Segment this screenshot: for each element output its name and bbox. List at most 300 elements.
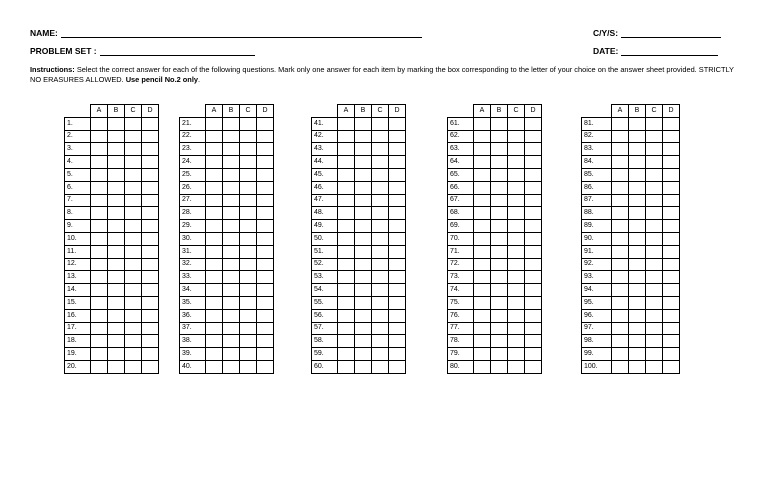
answer-box-b[interactable]	[355, 360, 372, 373]
answer-box-a[interactable]	[612, 258, 629, 271]
answer-box-a[interactable]	[474, 168, 491, 181]
answer-box-a[interactable]	[474, 207, 491, 220]
answer-box-c[interactable]	[508, 232, 525, 245]
answer-box-d[interactable]	[142, 168, 159, 181]
answer-box-a[interactable]	[612, 207, 629, 220]
answer-box-c[interactable]	[125, 156, 142, 169]
answer-box-c[interactable]	[125, 309, 142, 322]
answer-box-b[interactable]	[223, 168, 240, 181]
answer-box-b[interactable]	[355, 322, 372, 335]
answer-box-d[interactable]	[389, 156, 406, 169]
answer-box-b[interactable]	[629, 284, 646, 297]
answer-box-b[interactable]	[223, 322, 240, 335]
answer-box-c[interactable]	[125, 207, 142, 220]
answer-box-b[interactable]	[223, 232, 240, 245]
answer-box-b[interactable]	[223, 245, 240, 258]
answer-box-d[interactable]	[525, 156, 542, 169]
answer-box-b[interactable]	[108, 207, 125, 220]
answer-box-d[interactable]	[663, 309, 680, 322]
answer-box-d[interactable]	[389, 348, 406, 361]
answer-box-d[interactable]	[257, 245, 274, 258]
answer-box-d[interactable]	[389, 309, 406, 322]
answer-box-a[interactable]	[91, 194, 108, 207]
answer-box-d[interactable]	[257, 181, 274, 194]
answer-box-c[interactable]	[240, 348, 257, 361]
answer-box-d[interactable]	[663, 181, 680, 194]
answer-box-d[interactable]	[663, 117, 680, 130]
answer-box-c[interactable]	[646, 181, 663, 194]
answer-box-d[interactable]	[142, 181, 159, 194]
answer-box-d[interactable]	[257, 309, 274, 322]
answer-box-c[interactable]	[508, 143, 525, 156]
answer-box-a[interactable]	[91, 258, 108, 271]
answer-box-b[interactable]	[355, 284, 372, 297]
answer-box-c[interactable]	[372, 322, 389, 335]
answer-box-d[interactable]	[525, 335, 542, 348]
answer-box-b[interactable]	[629, 309, 646, 322]
answer-box-d[interactable]	[389, 296, 406, 309]
answer-box-d[interactable]	[663, 258, 680, 271]
answer-box-a[interactable]	[474, 245, 491, 258]
answer-box-a[interactable]	[612, 232, 629, 245]
name-line[interactable]	[61, 29, 422, 38]
answer-box-c[interactable]	[125, 168, 142, 181]
answer-box-a[interactable]	[338, 156, 355, 169]
answer-box-b[interactable]	[108, 156, 125, 169]
answer-box-d[interactable]	[525, 348, 542, 361]
answer-box-a[interactable]	[474, 194, 491, 207]
answer-box-b[interactable]	[223, 271, 240, 284]
answer-box-b[interactable]	[629, 220, 646, 233]
answer-box-c[interactable]	[372, 258, 389, 271]
answer-box-a[interactable]	[474, 117, 491, 130]
answer-box-b[interactable]	[223, 309, 240, 322]
answer-box-b[interactable]	[355, 245, 372, 258]
date-line[interactable]	[621, 47, 718, 56]
answer-box-c[interactable]	[240, 207, 257, 220]
answer-box-b[interactable]	[629, 181, 646, 194]
answer-box-b[interactable]	[223, 284, 240, 297]
answer-box-b[interactable]	[491, 156, 508, 169]
answer-box-a[interactable]	[206, 360, 223, 373]
answer-box-c[interactable]	[240, 360, 257, 373]
answer-box-c[interactable]	[646, 322, 663, 335]
answer-box-d[interactable]	[525, 271, 542, 284]
answer-box-b[interactable]	[223, 194, 240, 207]
problem-set-field[interactable]	[30, 46, 255, 56]
answer-box-d[interactable]	[663, 156, 680, 169]
answer-box-a[interactable]	[474, 360, 491, 373]
answer-box-a[interactable]	[338, 130, 355, 143]
cys-field[interactable]	[593, 28, 721, 38]
answer-box-b[interactable]	[355, 335, 372, 348]
answer-box-b[interactable]	[223, 258, 240, 271]
answer-box-b[interactable]	[223, 296, 240, 309]
answer-box-a[interactable]	[91, 130, 108, 143]
answer-box-a[interactable]	[612, 130, 629, 143]
answer-box-a[interactable]	[206, 117, 223, 130]
answer-box-d[interactable]	[389, 245, 406, 258]
answer-box-c[interactable]	[508, 284, 525, 297]
answer-box-a[interactable]	[206, 348, 223, 361]
answer-box-c[interactable]	[372, 156, 389, 169]
answer-box-b[interactable]	[108, 117, 125, 130]
answer-box-b[interactable]	[223, 348, 240, 361]
answer-box-c[interactable]	[240, 232, 257, 245]
answer-box-d[interactable]	[257, 258, 274, 271]
answer-box-d[interactable]	[525, 207, 542, 220]
answer-box-a[interactable]	[338, 322, 355, 335]
answer-box-d[interactable]	[389, 194, 406, 207]
answer-box-d[interactable]	[525, 168, 542, 181]
answer-box-c[interactable]	[240, 156, 257, 169]
answer-box-a[interactable]	[612, 284, 629, 297]
answer-box-c[interactable]	[646, 245, 663, 258]
answer-box-b[interactable]	[108, 271, 125, 284]
answer-box-c[interactable]	[125, 220, 142, 233]
answer-box-a[interactable]	[474, 348, 491, 361]
answer-box-c[interactable]	[125, 296, 142, 309]
answer-box-a[interactable]	[206, 168, 223, 181]
answer-box-b[interactable]	[491, 130, 508, 143]
answer-box-d[interactable]	[257, 194, 274, 207]
answer-box-c[interactable]	[372, 181, 389, 194]
answer-box-d[interactable]	[257, 232, 274, 245]
answer-box-a[interactable]	[338, 143, 355, 156]
answer-box-d[interactable]	[389, 258, 406, 271]
answer-box-c[interactable]	[646, 220, 663, 233]
answer-box-d[interactable]	[525, 117, 542, 130]
answer-box-d[interactable]	[525, 181, 542, 194]
date-field[interactable]	[593, 46, 718, 56]
answer-box-a[interactable]	[91, 156, 108, 169]
answer-box-c[interactable]	[508, 245, 525, 258]
answer-box-a[interactable]	[612, 117, 629, 130]
answer-box-d[interactable]	[525, 296, 542, 309]
answer-box-d[interactable]	[142, 258, 159, 271]
answer-box-c[interactable]	[240, 194, 257, 207]
answer-box-c[interactable]	[646, 258, 663, 271]
answer-box-b[interactable]	[491, 258, 508, 271]
answer-box-d[interactable]	[142, 117, 159, 130]
answer-box-b[interactable]	[629, 245, 646, 258]
answer-box-c[interactable]	[372, 348, 389, 361]
answer-box-c[interactable]	[125, 348, 142, 361]
answer-box-a[interactable]	[612, 348, 629, 361]
answer-box-a[interactable]	[474, 181, 491, 194]
answer-box-c[interactable]	[372, 220, 389, 233]
answer-box-d[interactable]	[257, 207, 274, 220]
answer-box-b[interactable]	[491, 207, 508, 220]
answer-box-b[interactable]	[223, 156, 240, 169]
answer-box-a[interactable]	[338, 117, 355, 130]
answer-box-a[interactable]	[612, 296, 629, 309]
answer-box-d[interactable]	[389, 130, 406, 143]
answer-box-d[interactable]	[663, 143, 680, 156]
answer-box-d[interactable]	[663, 296, 680, 309]
answer-box-b[interactable]	[629, 360, 646, 373]
answer-box-b[interactable]	[629, 130, 646, 143]
answer-box-b[interactable]	[355, 309, 372, 322]
answer-box-a[interactable]	[338, 296, 355, 309]
answer-box-c[interactable]	[372, 194, 389, 207]
answer-box-a[interactable]	[612, 194, 629, 207]
answer-box-d[interactable]	[389, 143, 406, 156]
answer-box-b[interactable]	[108, 232, 125, 245]
answer-box-a[interactable]	[338, 284, 355, 297]
answer-box-b[interactable]	[629, 258, 646, 271]
answer-box-b[interactable]	[629, 322, 646, 335]
answer-box-b[interactable]	[223, 181, 240, 194]
answer-box-c[interactable]	[240, 168, 257, 181]
answer-box-a[interactable]	[91, 322, 108, 335]
answer-box-a[interactable]	[91, 181, 108, 194]
answer-box-b[interactable]	[491, 296, 508, 309]
answer-box-a[interactable]	[338, 348, 355, 361]
answer-box-c[interactable]	[125, 130, 142, 143]
answer-box-b[interactable]	[108, 194, 125, 207]
answer-box-d[interactable]	[525, 194, 542, 207]
name-field[interactable]	[30, 28, 422, 38]
answer-box-c[interactable]	[372, 168, 389, 181]
answer-box-a[interactable]	[338, 181, 355, 194]
answer-box-c[interactable]	[508, 271, 525, 284]
answer-box-d[interactable]	[257, 156, 274, 169]
answer-box-b[interactable]	[629, 143, 646, 156]
answer-box-d[interactable]	[663, 360, 680, 373]
answer-box-c[interactable]	[125, 245, 142, 258]
answer-box-b[interactable]	[629, 207, 646, 220]
answer-box-c[interactable]	[646, 143, 663, 156]
answer-box-b[interactable]	[223, 220, 240, 233]
answer-box-a[interactable]	[338, 232, 355, 245]
answer-box-a[interactable]	[91, 309, 108, 322]
answer-box-a[interactable]	[474, 322, 491, 335]
answer-box-b[interactable]	[355, 220, 372, 233]
answer-box-d[interactable]	[525, 232, 542, 245]
answer-box-b[interactable]	[108, 284, 125, 297]
answer-box-c[interactable]	[646, 207, 663, 220]
answer-box-b[interactable]	[629, 194, 646, 207]
answer-box-c[interactable]	[372, 309, 389, 322]
answer-box-b[interactable]	[629, 271, 646, 284]
answer-box-c[interactable]	[240, 181, 257, 194]
answer-box-b[interactable]	[108, 245, 125, 258]
answer-box-a[interactable]	[474, 335, 491, 348]
answer-box-a[interactable]	[91, 245, 108, 258]
answer-box-a[interactable]	[338, 335, 355, 348]
answer-box-c[interactable]	[372, 207, 389, 220]
answer-box-b[interactable]	[629, 156, 646, 169]
answer-box-d[interactable]	[525, 322, 542, 335]
answer-box-d[interactable]	[663, 335, 680, 348]
answer-box-d[interactable]	[257, 322, 274, 335]
answer-box-a[interactable]	[338, 245, 355, 258]
answer-box-d[interactable]	[142, 143, 159, 156]
answer-box-a[interactable]	[206, 220, 223, 233]
answer-box-c[interactable]	[646, 271, 663, 284]
answer-box-d[interactable]	[389, 207, 406, 220]
answer-box-a[interactable]	[206, 271, 223, 284]
answer-box-d[interactable]	[525, 245, 542, 258]
answer-box-d[interactable]	[142, 284, 159, 297]
answer-box-a[interactable]	[612, 220, 629, 233]
answer-box-d[interactable]	[663, 168, 680, 181]
answer-box-b[interactable]	[491, 360, 508, 373]
answer-box-a[interactable]	[91, 360, 108, 373]
answer-box-b[interactable]	[355, 156, 372, 169]
answer-box-d[interactable]	[663, 245, 680, 258]
answer-box-d[interactable]	[389, 360, 406, 373]
answer-box-a[interactable]	[206, 143, 223, 156]
answer-box-c[interactable]	[508, 360, 525, 373]
answer-box-a[interactable]	[206, 130, 223, 143]
answer-box-c[interactable]	[508, 194, 525, 207]
answer-box-c[interactable]	[508, 181, 525, 194]
answer-box-b[interactable]	[491, 143, 508, 156]
answer-box-a[interactable]	[91, 220, 108, 233]
answer-box-a[interactable]	[612, 156, 629, 169]
answer-box-c[interactable]	[240, 220, 257, 233]
answer-box-a[interactable]	[206, 309, 223, 322]
answer-box-c[interactable]	[372, 232, 389, 245]
answer-box-b[interactable]	[629, 232, 646, 245]
answer-box-b[interactable]	[355, 168, 372, 181]
answer-box-a[interactable]	[91, 143, 108, 156]
cys-line[interactable]	[621, 29, 721, 38]
answer-box-c[interactable]	[508, 117, 525, 130]
answer-box-c[interactable]	[508, 130, 525, 143]
answer-box-b[interactable]	[355, 258, 372, 271]
answer-box-c[interactable]	[508, 258, 525, 271]
answer-box-a[interactable]	[206, 322, 223, 335]
answer-box-c[interactable]	[508, 168, 525, 181]
answer-box-a[interactable]	[474, 220, 491, 233]
answer-box-d[interactable]	[389, 220, 406, 233]
answer-box-b[interactable]	[491, 117, 508, 130]
answer-box-a[interactable]	[338, 168, 355, 181]
answer-box-c[interactable]	[372, 245, 389, 258]
answer-box-c[interactable]	[508, 156, 525, 169]
answer-box-b[interactable]	[108, 335, 125, 348]
answer-box-b[interactable]	[629, 348, 646, 361]
answer-box-d[interactable]	[142, 322, 159, 335]
answer-box-c[interactable]	[646, 232, 663, 245]
answer-box-d[interactable]	[663, 322, 680, 335]
answer-box-b[interactable]	[355, 181, 372, 194]
answer-box-c[interactable]	[240, 322, 257, 335]
answer-box-c[interactable]	[646, 130, 663, 143]
answer-box-d[interactable]	[142, 335, 159, 348]
answer-box-b[interactable]	[355, 232, 372, 245]
answer-box-c[interactable]	[508, 322, 525, 335]
answer-box-b[interactable]	[491, 245, 508, 258]
answer-box-b[interactable]	[108, 296, 125, 309]
answer-box-d[interactable]	[142, 296, 159, 309]
answer-box-a[interactable]	[91, 232, 108, 245]
answer-box-c[interactable]	[372, 360, 389, 373]
answer-box-d[interactable]	[257, 168, 274, 181]
answer-box-c[interactable]	[646, 348, 663, 361]
answer-box-d[interactable]	[142, 360, 159, 373]
answer-box-b[interactable]	[491, 284, 508, 297]
answer-box-d[interactable]	[142, 309, 159, 322]
answer-box-c[interactable]	[240, 335, 257, 348]
answer-box-c[interactable]	[646, 194, 663, 207]
answer-box-a[interactable]	[91, 207, 108, 220]
answer-box-c[interactable]	[646, 309, 663, 322]
answer-box-c[interactable]	[125, 271, 142, 284]
answer-box-b[interactable]	[223, 335, 240, 348]
answer-box-c[interactable]	[125, 117, 142, 130]
answer-box-d[interactable]	[525, 143, 542, 156]
answer-box-a[interactable]	[612, 309, 629, 322]
answer-box-a[interactable]	[91, 168, 108, 181]
answer-box-a[interactable]	[612, 245, 629, 258]
answer-box-d[interactable]	[663, 130, 680, 143]
answer-box-a[interactable]	[206, 207, 223, 220]
answer-box-c[interactable]	[125, 360, 142, 373]
answer-box-c[interactable]	[372, 335, 389, 348]
answer-box-d[interactable]	[525, 309, 542, 322]
answer-box-b[interactable]	[355, 117, 372, 130]
answer-box-d[interactable]	[525, 130, 542, 143]
answer-box-b[interactable]	[355, 271, 372, 284]
answer-box-a[interactable]	[206, 296, 223, 309]
answer-box-a[interactable]	[474, 156, 491, 169]
answer-box-c[interactable]	[240, 284, 257, 297]
answer-box-a[interactable]	[338, 271, 355, 284]
answer-box-d[interactable]	[663, 207, 680, 220]
answer-box-b[interactable]	[491, 271, 508, 284]
answer-box-a[interactable]	[91, 335, 108, 348]
answer-box-a[interactable]	[91, 296, 108, 309]
answer-box-c[interactable]	[372, 284, 389, 297]
answer-box-b[interactable]	[491, 335, 508, 348]
answer-box-c[interactable]	[240, 143, 257, 156]
answer-box-b[interactable]	[355, 194, 372, 207]
answer-box-c[interactable]	[240, 117, 257, 130]
answer-box-a[interactable]	[91, 271, 108, 284]
answer-box-d[interactable]	[525, 258, 542, 271]
answer-box-a[interactable]	[338, 360, 355, 373]
answer-box-d[interactable]	[663, 194, 680, 207]
answer-box-a[interactable]	[206, 245, 223, 258]
answer-box-d[interactable]	[142, 245, 159, 258]
answer-box-b[interactable]	[355, 348, 372, 361]
answer-box-b[interactable]	[491, 181, 508, 194]
answer-box-d[interactable]	[257, 296, 274, 309]
answer-box-a[interactable]	[91, 284, 108, 297]
answer-box-a[interactable]	[338, 194, 355, 207]
answer-box-b[interactable]	[629, 168, 646, 181]
answer-box-c[interactable]	[240, 130, 257, 143]
answer-box-c[interactable]	[125, 335, 142, 348]
answer-box-a[interactable]	[206, 335, 223, 348]
answer-box-d[interactable]	[257, 220, 274, 233]
answer-box-d[interactable]	[389, 232, 406, 245]
answer-box-b[interactable]	[108, 348, 125, 361]
answer-box-b[interactable]	[223, 117, 240, 130]
answer-box-a[interactable]	[206, 258, 223, 271]
answer-box-d[interactable]	[257, 130, 274, 143]
answer-box-a[interactable]	[474, 309, 491, 322]
answer-box-a[interactable]	[474, 284, 491, 297]
answer-box-b[interactable]	[223, 143, 240, 156]
answer-box-a[interactable]	[612, 168, 629, 181]
answer-box-a[interactable]	[206, 194, 223, 207]
answer-box-d[interactable]	[142, 232, 159, 245]
